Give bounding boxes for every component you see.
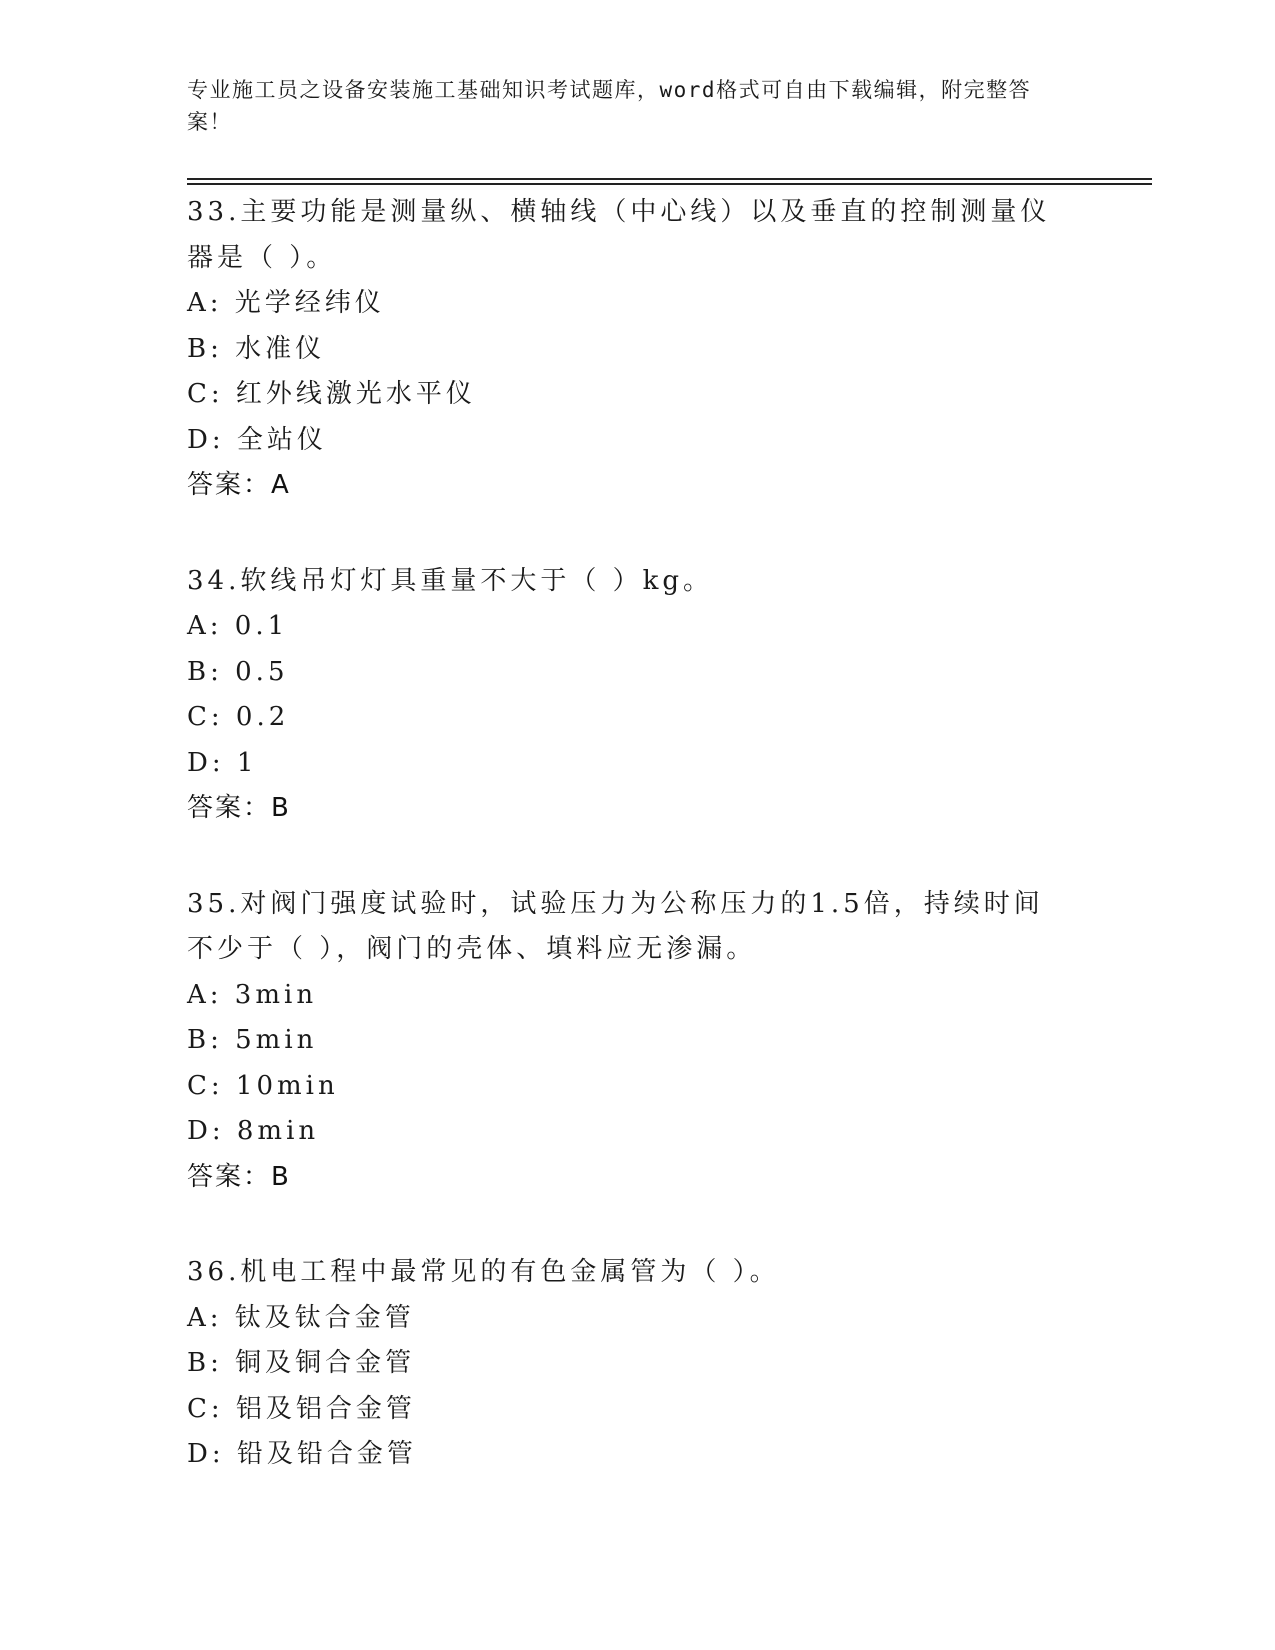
question-text: 33.主要功能是测量纵、横轴线（中心线）以及垂直的控制测量仪器是（ ）。 [187, 197, 1051, 273]
option-d: D: 全站仪 [187, 424, 327, 455]
option-a: A: 3min [187, 979, 318, 1010]
option-b: B: 5min [187, 1025, 318, 1055]
option-a: A: 0.1 [187, 611, 289, 641]
question-35 [187, 882, 1087, 1201]
option-c: C: 0.2 [187, 702, 290, 732]
header-divider-bottom [187, 183, 1152, 185]
option-b: B: 铜及铜合金管 [187, 1348, 416, 1378]
option-d: D: 1 [187, 747, 258, 778]
question-text: 36.机电工程中最常见的有色金属管为（ ）。 [187, 1257, 780, 1287]
question-36 [187, 1250, 1087, 1478]
option-b: B: 0.5 [187, 656, 289, 687]
question-list [187, 190, 1087, 1528]
answer: 答案：B [187, 793, 291, 823]
header-divider-top [187, 178, 1152, 180]
option-a: A: 光学经纬仪 [187, 288, 385, 318]
question-text: 34.软线吊灯灯具重量不大于（ ）kg。 [187, 565, 714, 596]
question-text: 35.对阀门强度试验时，试验压力为公称压力的1.5倍，持续时间不少于（ ），阀门的壳体、填料应无渗漏。 [187, 888, 1044, 964]
option-a: A: 钛及钛合金管 [187, 1302, 415, 1333]
question-33 [187, 190, 1087, 509]
answer: 答案：A [187, 470, 291, 500]
option-c: C: 10min [187, 1070, 339, 1101]
option-d: D: 铅及铅合金管 [187, 1439, 417, 1469]
option-c: C: 铝及铝合金管 [187, 1393, 416, 1424]
option-b: B: 水准仪 [187, 333, 326, 364]
option-c: C: 红外线激光水平仪 [187, 379, 476, 409]
document-header: 专业施工员之设备安装施工基础知识考试题库，word格式可自由下载编辑，附完整答案！ [187, 78, 1032, 134]
question-34 [187, 559, 1087, 832]
answer: 答案：B [187, 1161, 291, 1192]
option-d: D: 8min [187, 1116, 320, 1146]
